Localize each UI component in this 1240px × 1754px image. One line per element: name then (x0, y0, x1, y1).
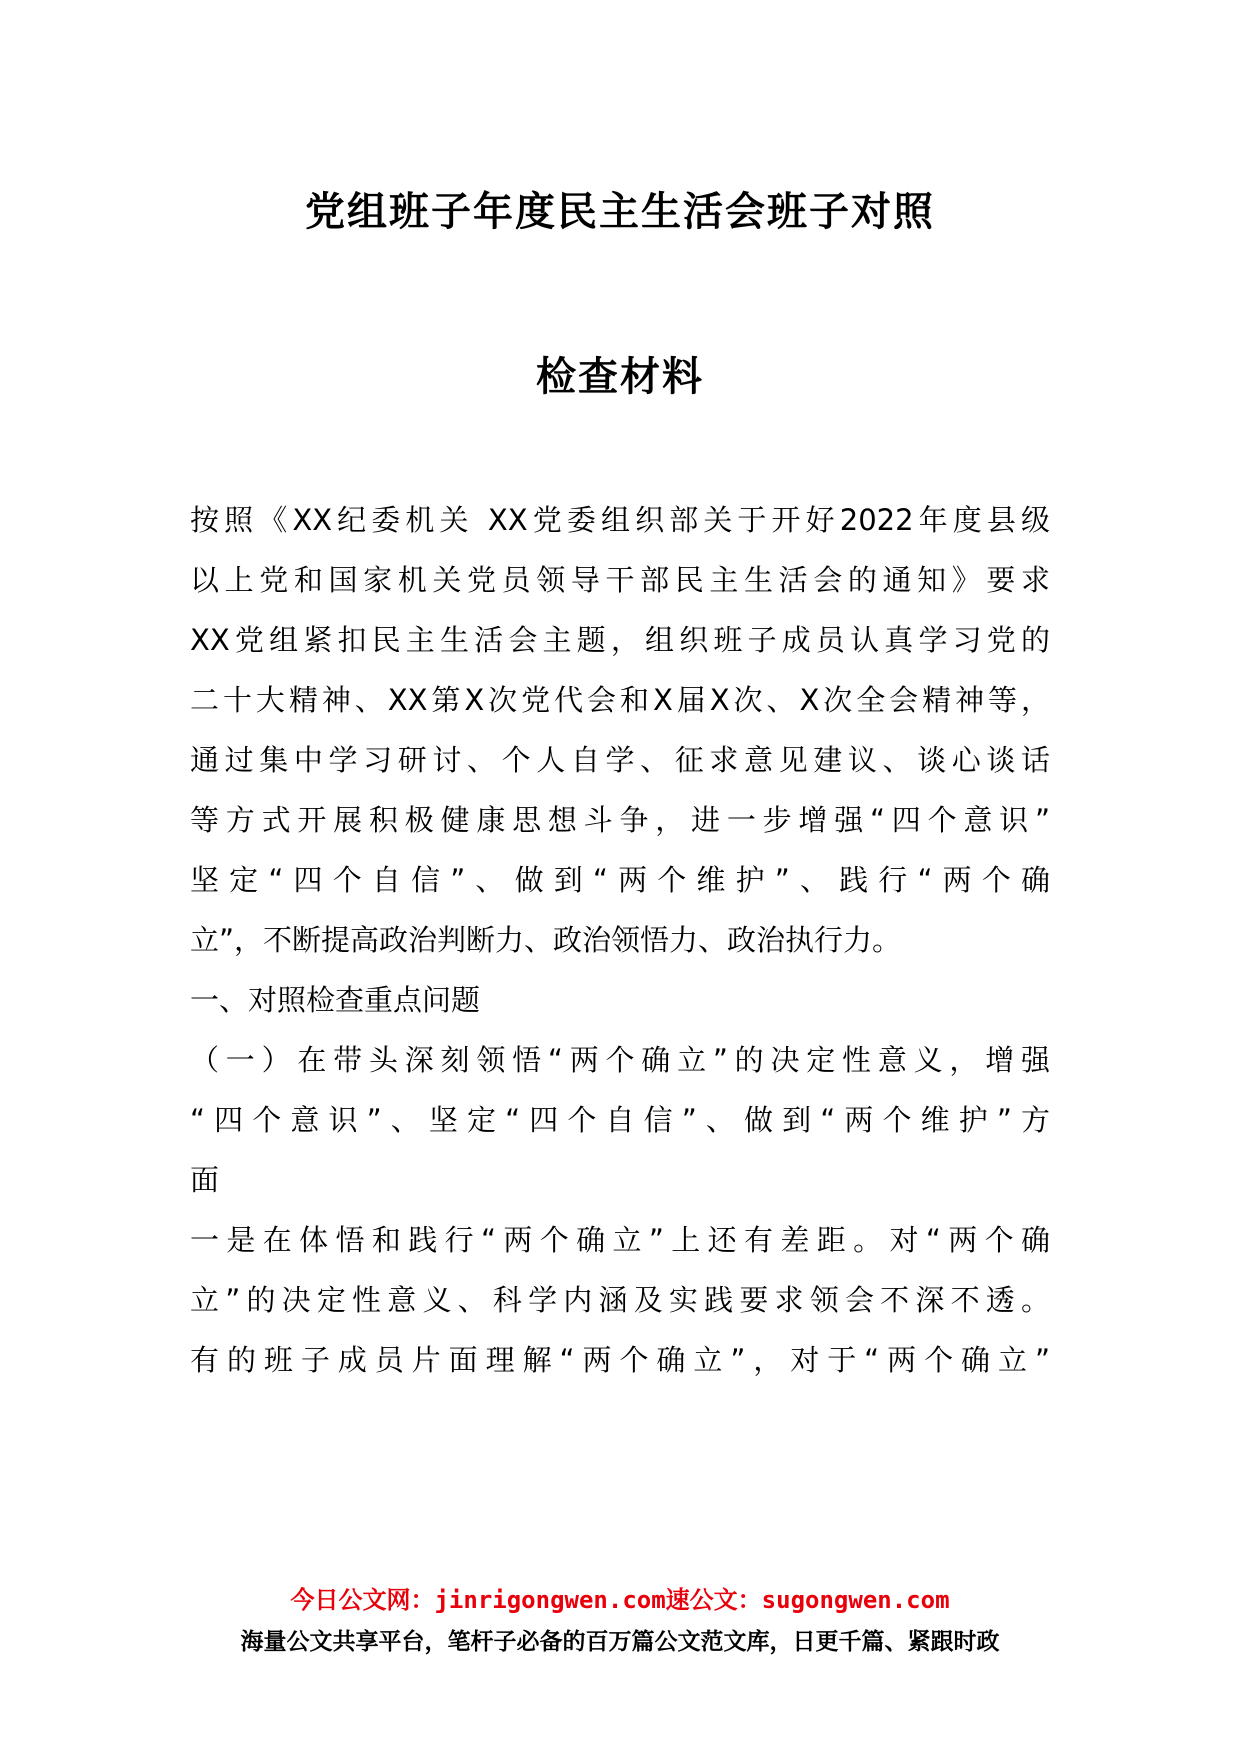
body-line: XX党组紧扣民主生活会主题，组织班子成员认真学习党的 (190, 623, 1050, 657)
body-line: 以上党和国家机关党员领导干部民主生活会的通知》要求 (190, 563, 1050, 597)
body-line: 立”的决定性意义、科学内涵及实践要求领会不深不透。 (190, 1283, 1050, 1317)
document-title-line-1: 党组班子年度民主生活会班子对照 (305, 189, 935, 235)
footer-sites (0, 1580, 1240, 1615)
subsection-heading: 面 (190, 1163, 220, 1197)
document-title-line-2: 检查材料 (536, 354, 704, 400)
body-line: 按照《XX纪委机关 XX党委组织部关于开好2022年度县级 (190, 503, 1050, 537)
body-line: 一是在体悟和践行“两个确立”上还有差距。对“两个确 (190, 1223, 1050, 1257)
site1-link[interactable]: jinrigongwen.com (434, 1586, 666, 1614)
subsection-heading: （一）在带头深刻领悟“两个确立”的决定性意义，增强 (190, 1043, 1050, 1077)
body-line: 等方式开展积极健康思想斗争，进一步增强“四个意识” (190, 803, 1050, 837)
site1-label: 今日公文网： (290, 1586, 435, 1614)
body-line: 立”，不断提高政治判断力、政治领悟力、政治执行力。 (190, 923, 902, 957)
body-line: 通过集中学习研讨、个人自学、征求意见建议、谈心谈话 (190, 743, 1050, 777)
section-heading: 一、对照检查重点问题 (190, 983, 481, 1017)
subsection-heading: “四个意识”、坚定“四个自信”、做到“两个维护”方 (190, 1103, 1050, 1137)
body-line: 坚定“四个自信”、做到“两个维护”、践行“两个确 (190, 863, 1050, 897)
site2-link[interactable]: sugongwen.com (761, 1586, 950, 1614)
body-line: 有的班子成员片面理解“两个确立”，对于“两个确立” (190, 1343, 1050, 1377)
footer-tagline: 海量公文共享平台，笔杆子必备的百万篇公文范文库，日更千篇、紧跟时政 (240, 1629, 1000, 1655)
body-line: 二十大精神、XX第X次党代会和X届X次、X次全会精神等， (190, 683, 1050, 717)
site2-label: 速公文： (665, 1586, 762, 1614)
